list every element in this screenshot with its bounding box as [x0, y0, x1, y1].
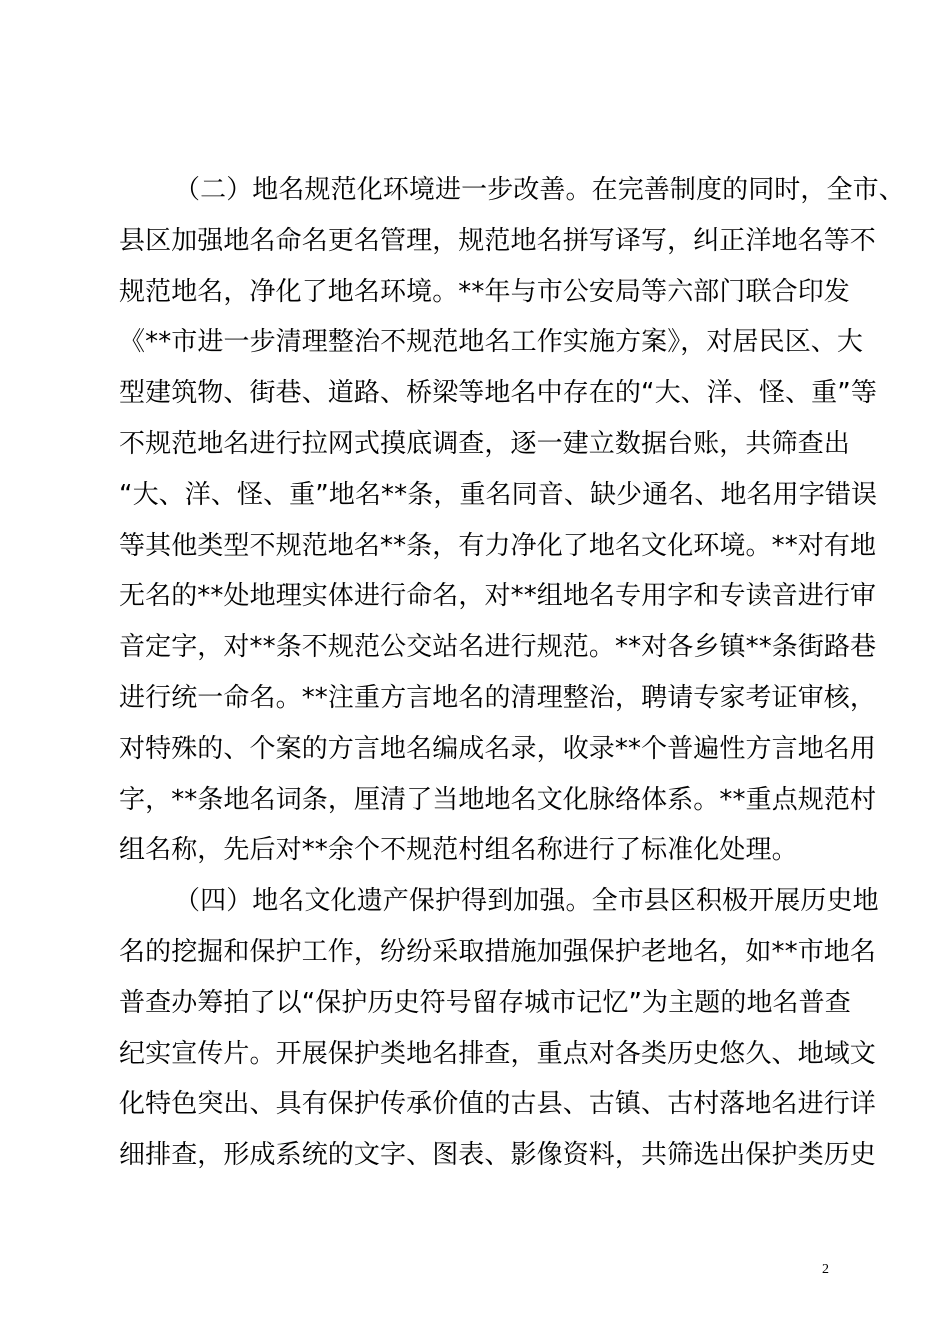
paragraph-2-line: 无名的**处地理实体进行命名，对**组地名专用字和专读音进行审 — [119, 581, 877, 612]
paragraph-2-line: 音定字，对**条不规范公交站名进行规范。**对各乡镇**条街路巷 — [119, 632, 877, 663]
paragraph-2-line: 等其他类型不规范地名**条，有力净化了地名文化环境。**对有地 — [119, 530, 877, 561]
paragraph-4-line: 名的挖掘和保护工作，纷纷采取措施加强保护老地名，如**市地名 — [119, 936, 877, 967]
paragraph-2-line: 对特殊的、个案的方言地名编成名录，收录**个普遍性方言地名用 — [119, 733, 877, 764]
paragraph-4-line: （四）地名文化遗产保护得到加强。全市县区积极开展历史地 — [174, 886, 879, 917]
paragraph-2-line: 进行统一命名。**注重方言地名的清理整治，聘请专家考证审核， — [119, 682, 877, 713]
paragraph-2-line: 不规范地名进行拉网式摸底调查，逐一建立数据台账，共筛查出 — [119, 428, 850, 459]
paragraph-2-line: 字，**条地名词条，厘清了当地地名文化脉络体系。**重点规范村 — [119, 784, 877, 815]
paragraph-2-line: （二）地名规范化环境进一步改善。在完善制度的同时，全市、 — [174, 175, 905, 205]
page-number: 2 — [822, 1262, 829, 1277]
paragraph-2-line: 型建筑物、街巷、道路、桥梁等地名中存在的“大、洋、怪、重”等 — [119, 378, 877, 409]
body-text — [119, 165, 905, 1181]
paragraph-2-line: 组名称，先后对**余个不规范村组名称进行了标准化处理。 — [119, 835, 798, 866]
paragraph-2-line: 《**市进一步清理整治不规范地名工作实施方案》，对居民区、大 — [119, 327, 864, 358]
paragraph-4-line: 细排查，形成系统的文字、图表、影像资料，共筛选出保护类历史 — [119, 1140, 876, 1171]
paragraph-4-line: 普查办筹拍了以“保护历史符号留存城市记忆”为主题的地名普查 — [119, 987, 851, 1018]
paragraph-2-line: “大、洋、怪、重”地名**条，重名同音、缺少通名、地名用字错误 — [119, 479, 878, 510]
paragraph-2-line: 县区加强地名命名更名管理，规范地名拼写译写，纠正洋地名等不 — [119, 225, 876, 256]
paragraph-2-line: 规范地名，净化了地名环境。**年与市公安局等六部门联合印发 — [119, 276, 850, 307]
paragraph-4-line: 纪实宣传片。开展保护类地名排查，重点对各类历史悠久、地域文 — [119, 1038, 876, 1069]
paragraph-4-line: 化特色突出、具有保护传承价值的古县、古镇、古村落地名进行详 — [119, 1089, 876, 1120]
